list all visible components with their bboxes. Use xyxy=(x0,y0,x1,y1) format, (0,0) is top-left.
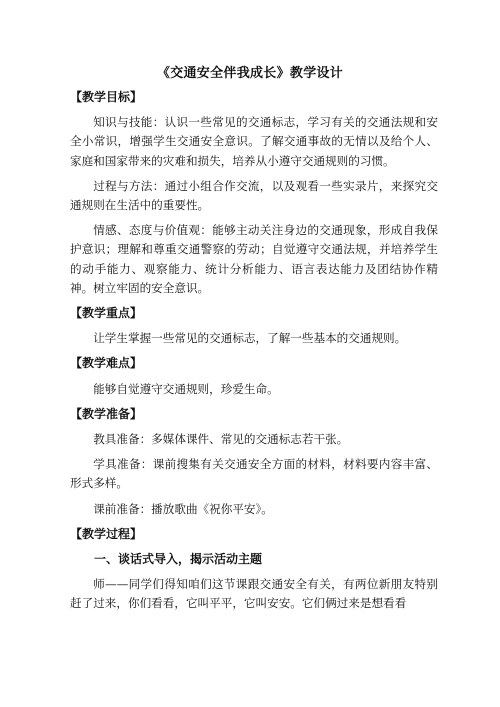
section-heading-preparation: 【教学准备】 xyxy=(70,406,143,421)
key-points-paragraph: 让学生掌握一些常见的交通标志，了解一些基本的交通规则。 xyxy=(93,331,407,346)
process-step-one-paragraph: 师——同学们得知咱们这节课跟交通安全有关，有两位新朋友特别赶了过来，你们看看，它叫平平，它叫安安。它们俩过来是想看看 xyxy=(70,577,438,611)
section-heading-key-points: 【教学重点】 xyxy=(70,306,143,321)
document-body xyxy=(70,88,438,618)
section-heading-process: 【教学过程】 xyxy=(70,526,143,541)
difficulties-paragraph: 能够自觉遵守交通规则，珍爱生命。 xyxy=(93,381,279,396)
objective-values-paragraph: 情感、态度与价值观：能够主动关注身边的交通现象，形成自我保护意识；理解和尊重交通警察的劳动；自觉遵守交通法规，并培养学生的动手能力、观察能力、统计分析能力、语言表达能力及团结协作精神。树立牢固的安全意识。 xyxy=(70,223,438,295)
pre-class-preparation-paragraph: 课前准备：播放歌曲《祝你平安》。 xyxy=(93,501,273,516)
document-title: 《交通安全伴我成长》教学设计 xyxy=(156,66,344,81)
teacher-preparation-paragraph: 教具准备：多媒体课件、常见的交通标志若干张。 xyxy=(93,432,349,447)
section-heading-difficulties: 【教学难点】 xyxy=(70,356,143,371)
objective-process-paragraph: 过程与方法：通过小组合作交流，以及观看一些实录片，来探究交通规则在生活中的重要性。 xyxy=(70,178,438,213)
objective-knowledge-paragraph: 知识与技能：认识一些常见的交通标志，学习有关的交通法规和安全小常识，增强学生交通安全意识。了解交通事故的无情以及给个人、家庭和国家带来的灾难和损失，培养从小遵守交通规则的习惯。 xyxy=(70,115,438,168)
student-preparation-paragraph: 学具准备：课前搜集有关交通安全方面的材料，材料要内容丰富、形式多样。 xyxy=(70,457,438,491)
process-step-one-heading: 一、谈话式导入，揭示活动主题 xyxy=(94,552,263,567)
section-heading-objectives: 【教学目标】 xyxy=(70,90,143,104)
